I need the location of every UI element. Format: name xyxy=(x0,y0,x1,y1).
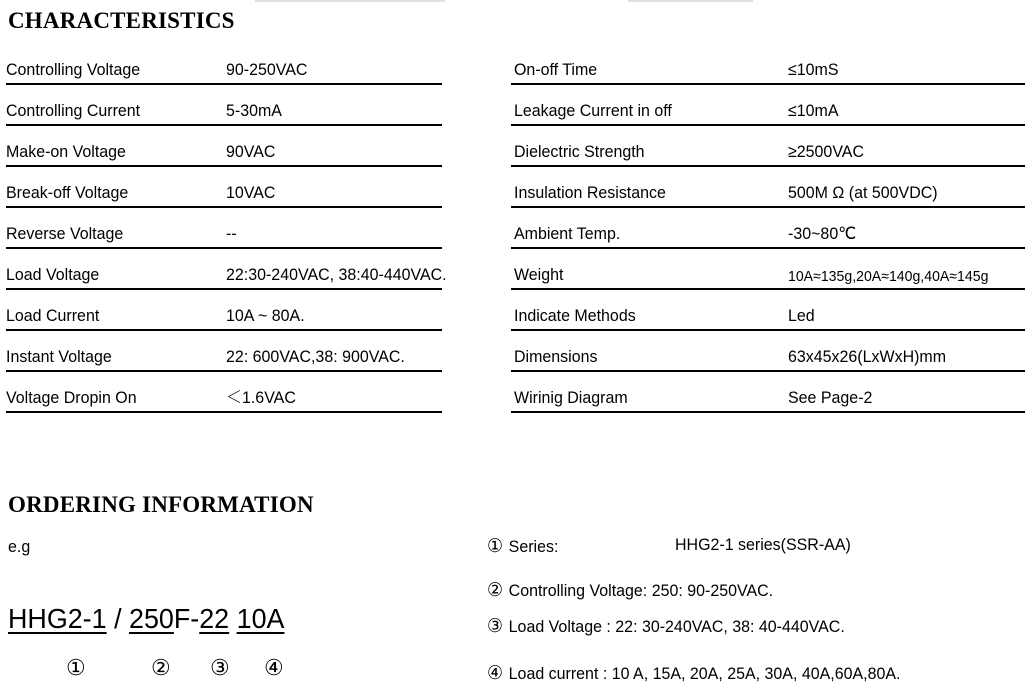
ordering-item-value: HHG2-1 series(SSR-AA) xyxy=(675,535,851,554)
spec-row xyxy=(511,44,1025,85)
spec-row xyxy=(511,249,1025,290)
model-control-suffix: F- xyxy=(173,603,200,634)
model-series: HHG2-1 xyxy=(8,603,107,634)
spec-row xyxy=(511,167,1025,208)
spec-value: 22:30-240VAC, 38:40-440VAC. xyxy=(226,265,447,284)
spec-row xyxy=(511,208,1025,249)
spec-value: 22: 600VAC,38: 900VAC. xyxy=(226,347,405,366)
top-divider-right xyxy=(628,0,753,2)
spec-row xyxy=(6,208,442,249)
spec-label: Instant Voltage xyxy=(6,347,112,366)
spec-value: 90-250VAC xyxy=(226,60,308,79)
marker-2: ② xyxy=(151,655,171,680)
spec-value: 500M Ω (at 500VDC) xyxy=(788,183,938,202)
ordering-item-load-voltage xyxy=(487,615,845,638)
spec-value: -- xyxy=(226,224,237,243)
spec-row xyxy=(6,167,442,208)
ordering-item-controlling-voltage xyxy=(487,579,773,602)
spec-row xyxy=(511,372,1025,413)
ordering-item-text: Load Voltage : 22: 30-240VAC, 38: 40-440VAC. xyxy=(508,617,845,636)
spec-value: -30~80℃ xyxy=(788,224,857,243)
spec-row xyxy=(511,126,1025,167)
spec-label: Dielectric Strength xyxy=(514,142,645,161)
model-separator: / xyxy=(106,603,130,634)
ordering-item-text: Series: xyxy=(508,537,559,556)
ordering-item-series xyxy=(487,535,851,558)
spec-label: Insulation Resistance xyxy=(514,183,666,202)
ordering-item-text: Load current : 10 A, 15A, 20A, 25A, 30A, 40A,60A,80A. xyxy=(508,664,901,683)
spec-row xyxy=(6,126,442,167)
characteristics-title: CHARACTERISTICS xyxy=(8,8,235,33)
spec-label: Make-on Voltage xyxy=(6,142,126,161)
spec-row xyxy=(6,249,447,290)
spec-value: Led xyxy=(788,306,815,325)
spec-value: ≤10mA xyxy=(788,101,839,120)
spec-label: On-off Time xyxy=(514,60,598,79)
spec-value: ≤10mS xyxy=(788,60,839,79)
spec-label: Load Current xyxy=(6,306,100,325)
model-code xyxy=(8,603,284,635)
spec-value: 10A ~ 80A. xyxy=(226,306,305,325)
spec-label: Indicate Methods xyxy=(514,306,636,325)
spec-label: Wirinig Diagram xyxy=(514,388,628,407)
spec-row xyxy=(6,85,442,126)
spec-label: Ambient Temp. xyxy=(514,224,621,243)
spec-value: 10A≈135g,20A≈140g,40A≈145g xyxy=(788,268,989,285)
spec-label: Voltage Dropin On xyxy=(6,388,137,407)
spec-value: ＜1.6VAC xyxy=(226,388,296,407)
spec-label: Weight xyxy=(514,265,564,284)
spec-label: Leakage Current in off xyxy=(514,101,672,120)
marker-3: ③ xyxy=(210,655,230,680)
model-control-voltage: 250 xyxy=(129,603,174,634)
spec-label: Controlling Current xyxy=(6,101,141,120)
characteristics-table-left xyxy=(6,44,447,413)
ordering-item-number: ④ xyxy=(487,663,504,684)
spec-row xyxy=(511,85,1025,126)
ordering-item-text: Controlling Voltage: 250: 90-250VAC. xyxy=(508,581,774,600)
spec-row xyxy=(6,372,442,413)
example-label: e.g xyxy=(8,537,31,556)
model-load-voltage: 22 xyxy=(199,603,230,634)
ordering-item-number: ② xyxy=(487,580,504,601)
spec-row xyxy=(6,44,442,85)
spec-value: See Page-2 xyxy=(788,388,873,407)
ordering-item-number: ③ xyxy=(487,616,504,637)
spec-label: Controlling Voltage xyxy=(6,60,141,79)
spec-row xyxy=(511,290,1025,331)
top-divider-left xyxy=(255,0,445,2)
marker-4: ④ xyxy=(264,655,284,680)
model-load-current: 10A xyxy=(236,603,285,634)
marker-1: ① xyxy=(66,655,86,680)
spec-value: 10VAC xyxy=(226,183,276,202)
characteristics-table-right xyxy=(511,44,1025,413)
spec-label: Dimensions xyxy=(514,347,598,366)
spec-row xyxy=(511,331,1025,372)
ordering-item-number: ① xyxy=(487,536,504,557)
spec-label: Break-off Voltage xyxy=(6,183,129,202)
spec-value: 90VAC xyxy=(226,142,276,161)
spec-label: Reverse Voltage xyxy=(6,224,124,243)
spec-row xyxy=(6,290,442,331)
spec-value: 63x45x26(LxWxH)mm xyxy=(788,347,947,366)
spec-row xyxy=(6,331,442,372)
ordering-item-load-current xyxy=(487,662,900,685)
spec-label: Load Voltage xyxy=(6,265,100,284)
spec-value: 5-30mA xyxy=(226,101,282,120)
spec-value: ≥2500VAC xyxy=(788,142,864,161)
ordering-title: ORDERING INFORMATION xyxy=(8,492,314,517)
